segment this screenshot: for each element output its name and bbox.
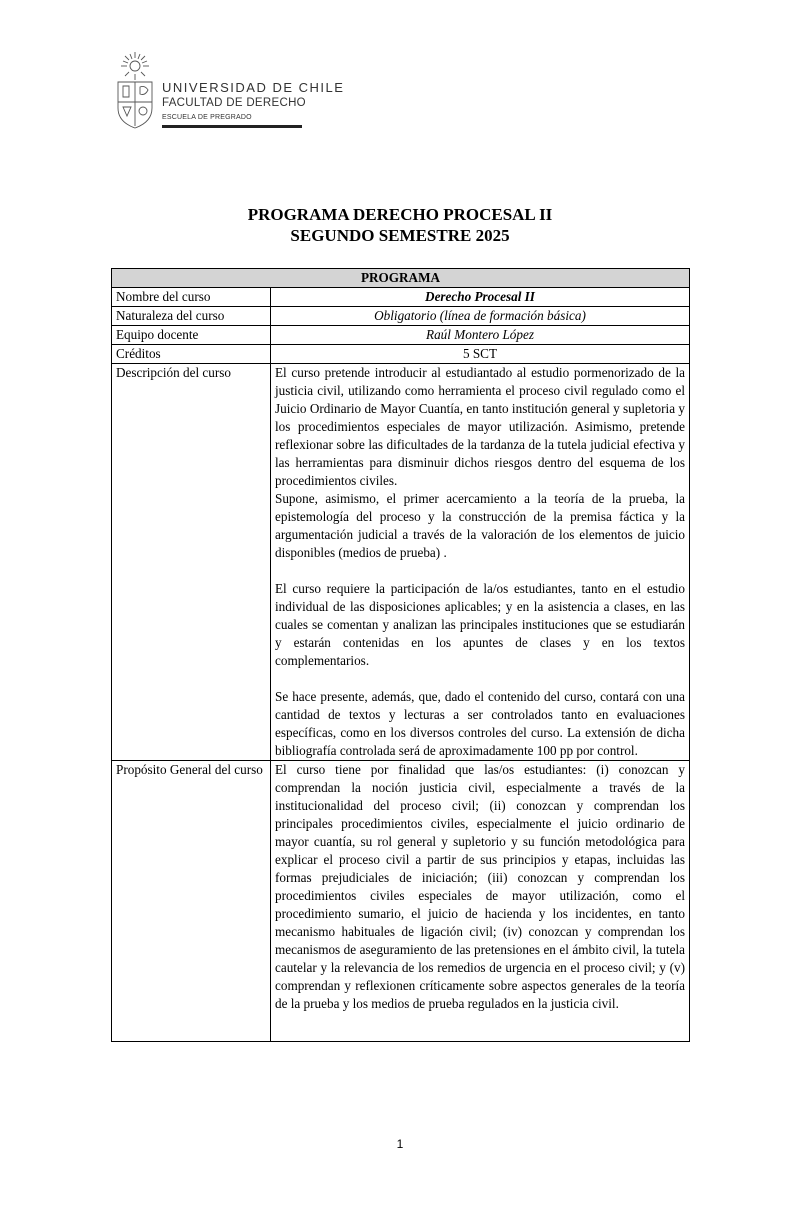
purpose-text: El curso tiene por finalidad que las/os estudiantes: (i) conozcan y comprendan la noción justicia civil, especialmente a través de la institucionalidad del proceso civil; (ii) conozcan y comprendan los principales procedimientos civiles, especialmente el juicio ordinario de mayor cuantía, su rol general y supletorio y su función metodológica para explicar el proceso civil a partir de sus principios y etapas, incluidas las formas prejudiciales de iniciación; (iii) conozcan y comprendan los procedimientos civiles especiales de mayor utilización, como el procedimiento sumario, el juicio de hacienda y los incidentes, en tanto mecanismo habituales de ligación civil; (iv) conozcan y comprendan los mecanismos de aseguramiento de las pretensiones en el ámbito civil, la tutela cautelar y la relevancia de los remedios de urgencia en el proceso civil; y (v) comprendan y reflexionen críticamente sobre aspectos generales de la teoría de la prueba y los medios de prueba regulados en la justicia civil. bbox=[275, 762, 685, 1011]
program-table bbox=[111, 268, 690, 1042]
table-row-credits bbox=[112, 345, 690, 364]
course-nature-value: Obligatorio (línea de formación básica) bbox=[271, 307, 690, 326]
title-line-1: PROGRAMA DERECHO PROCESAL II bbox=[247, 205, 553, 224]
teaching-team-value: Raúl Montero López bbox=[271, 326, 690, 345]
row-label: Naturaleza del curso bbox=[112, 307, 271, 326]
description-paragraph: El curso pretende introducir al estudiantado al estudio pormenorizado de la justicia civil, utilizando como herramienta el proceso civil regulado como el Juicio Ordinario de Mayor Cuantía, en tanto institución general y supletoria y los procedimientos especiales de mayor utilización. Asimismo, pretende reflexionar sobre las dificultades de la tardanza de la tutela judicial efectiva y las herramientas para disminuir dichos riesgos dentro del esquema de los procedimientos civiles. bbox=[275, 365, 685, 488]
title-line-2: SEGUNDO SEMESTRE 2025 bbox=[290, 226, 510, 245]
document-title bbox=[0, 204, 800, 246]
faculty-name: FACULTAD DE DERECHO bbox=[162, 97, 306, 109]
table-heading-row bbox=[112, 269, 690, 288]
header-divider bbox=[162, 125, 302, 128]
purpose-cell bbox=[271, 761, 690, 1042]
row-label: Créditos bbox=[112, 345, 271, 364]
description-paragraph: El curso requiere la participación de la/os estudiantes, tanto en el estudio individual de las disposiciones aplicables; y en la asistencia a clases, en las cuales se comentan y analizan las principales instituciones que se estudiarán y estarán contenidas en los apuntes de clases y en los textos complementarios. bbox=[275, 581, 685, 668]
table-row-purpose bbox=[112, 761, 690, 1042]
course-name-value: Derecho Procesal II bbox=[271, 288, 690, 307]
school-name: ESCUELA DE PREGRADO bbox=[162, 114, 252, 121]
description-paragraph: Supone, asimismo, el primer acercamiento a la teoría de la prueba, la epistemología del proceso y la construcción de la premisa fáctica y la argumentación judicial a través de la valoración de los elementos de juicio disponibles (medios de prueba) . bbox=[275, 491, 685, 560]
row-label: Equipo docente bbox=[112, 326, 271, 345]
table-row-course-nature bbox=[112, 307, 690, 326]
table-row-teaching-team bbox=[112, 326, 690, 345]
table-row-description bbox=[112, 364, 690, 761]
table-heading: PROGRAMA bbox=[112, 269, 690, 288]
university-name: UNIVERSIDAD DE CHILE bbox=[162, 80, 345, 95]
university-header bbox=[112, 50, 345, 130]
table-row-course-name bbox=[112, 288, 690, 307]
page-number: 1 bbox=[396, 1137, 404, 1151]
row-label: Nombre del curso bbox=[112, 288, 271, 307]
row-label: Propósito General del curso bbox=[112, 761, 271, 1042]
description-paragraph: Se hace presente, además, que, dado el contenido del curso, contará con una cantidad de textos y lecturas a ser controlados tanto en evaluaciones específicas, como en los diversos controles del curso. La extensión de dicha bibliografía controlada será de aproximadamente 100 pp por control. bbox=[275, 689, 685, 758]
description-cell bbox=[271, 364, 690, 761]
row-label: Descripción del curso bbox=[112, 364, 271, 761]
credits-value: 5 SCT bbox=[271, 345, 690, 364]
university-seal-icon bbox=[112, 50, 158, 130]
